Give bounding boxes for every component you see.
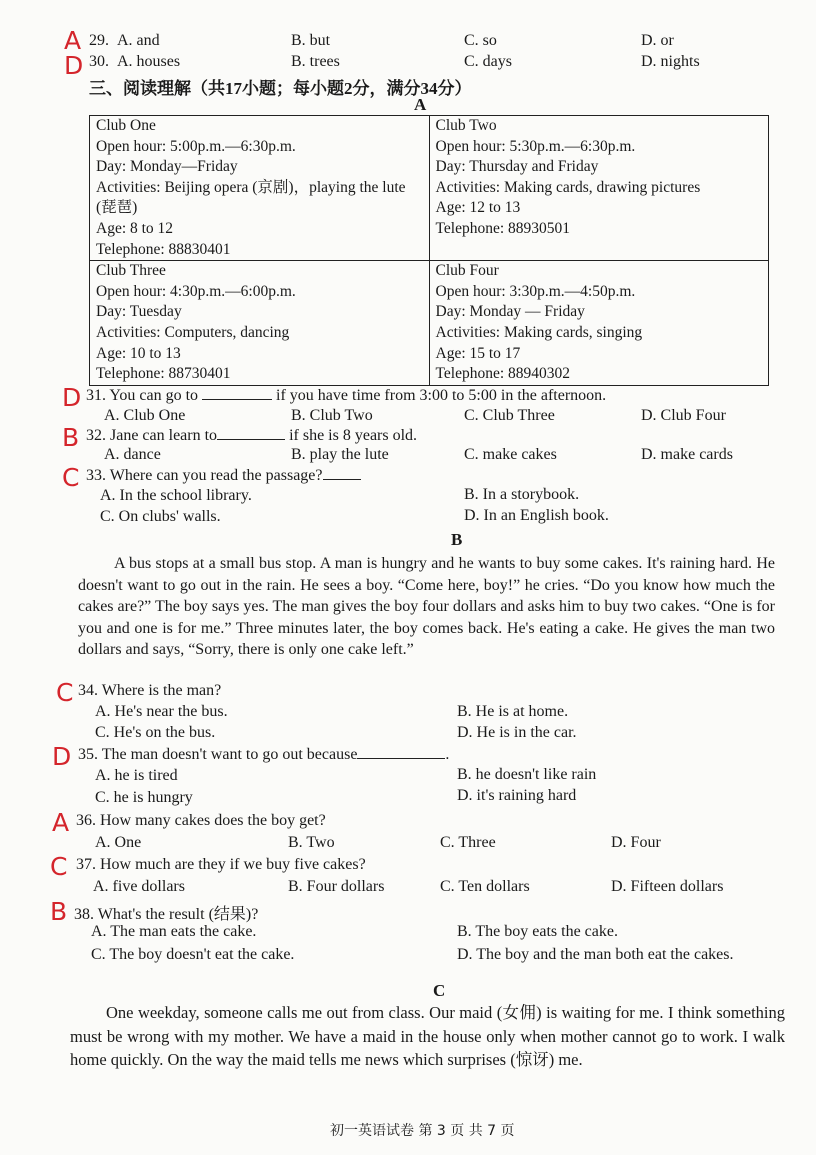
section-3-title: 三、阅读理解（共17小题；每小题2分，满分34分） bbox=[89, 79, 472, 98]
q33-option-c: C. On clubs' walls. bbox=[100, 508, 221, 525]
answer-mark-31: D bbox=[62, 383, 82, 412]
q32-option-c: C. make cakes bbox=[464, 446, 557, 463]
club-day: Day: Monday—Friday bbox=[96, 158, 238, 176]
club-hours: Open hour: 5:30p.m.—6:30p.m. bbox=[435, 137, 636, 155]
answer-blank bbox=[357, 746, 445, 759]
q30-option-d: D. nights bbox=[641, 53, 700, 70]
q34-option-a: A. He's near the bus. bbox=[95, 703, 228, 720]
club-hours: Open hour: 5:00p.m.—6:30p.m. bbox=[96, 137, 296, 155]
q29-option-d: D. or bbox=[641, 32, 674, 49]
club-three-cell bbox=[90, 261, 430, 386]
q32-option-b: B. play the lute bbox=[291, 446, 389, 463]
club-phone: Telephone: 88940302 bbox=[435, 365, 571, 383]
q37-option-c: C. Ten dollars bbox=[440, 878, 530, 895]
q37-option-a: A. five dollars bbox=[93, 878, 185, 895]
q33-option-a: A. In the school library. bbox=[100, 487, 252, 504]
q38-stem: 38. What's the result (结果)? bbox=[74, 906, 259, 923]
club-phone: Telephone: 88730401 bbox=[96, 365, 231, 383]
q32-option-a: A. dance bbox=[104, 446, 161, 463]
passage-b-label: B bbox=[451, 530, 463, 549]
passage-c-label: C bbox=[433, 981, 446, 1000]
q37-option-b: B. Four dollars bbox=[288, 878, 385, 895]
passage-c-text: One weekday, someone calls me out from class. Our maid (女佣) is waiting for me. I think something must be wrong with my mother. We have a maid in the house only when mother cannot go to work. I walk home quickly. On the way the maid tells me news which surprises (惊讶) me. bbox=[70, 1003, 785, 1069]
club-name: Club Two bbox=[435, 117, 497, 134]
q37-option-d: D. Fifteen dollars bbox=[611, 878, 724, 895]
club-name: Club Four bbox=[435, 262, 499, 280]
club-hours: Open hour: 3:30p.m.—4:50p.m. bbox=[435, 282, 636, 300]
q31-option-b: B. Club Two bbox=[291, 407, 373, 424]
q34-option-c: C. He's on the bus. bbox=[95, 724, 216, 741]
q30-number: 30. bbox=[89, 53, 109, 70]
club-day: Day: Monday — Friday bbox=[435, 303, 585, 321]
q35-stem: 35. The man doesn't want to go out because . bbox=[78, 746, 450, 763]
q38-option-b: B. The boy eats the cake. bbox=[457, 923, 618, 940]
q36-option-b: B. Two bbox=[288, 834, 335, 851]
answer-mark-32: B bbox=[62, 423, 80, 452]
q33-option-b: B. In a storybook. bbox=[464, 486, 580, 503]
page-footer: 初一英语试卷 第 3 页 共 7 页 bbox=[330, 1123, 515, 1139]
answer-blank bbox=[202, 387, 272, 400]
answer-mark-38: B bbox=[50, 897, 68, 926]
club-age: Age: 15 to 17 bbox=[435, 344, 521, 362]
q35-option-a: A. he is tired bbox=[95, 767, 178, 784]
q36-option-d: D. Four bbox=[611, 834, 661, 851]
club-hours: Open hour: 4:30p.m.—6:00p.m. bbox=[96, 282, 296, 300]
passage-b-text: A bus stops at a small bus stop. A man is hungry and he wants to buy some cakes. It's raining hard. He doesn't want to go out in the rain. He sees a boy. “Come here, boy!” he cries. “Do you know how much the cakes are?” The boy says yes. The man gives the boy four dollars and asks him to buy two cakes. “One is for you and one is for me.” Three minutes later, the boy comes back. He's eating a cake. He gives the man two dollars and says, “Sorry, there is only one cake left.” bbox=[78, 555, 775, 659]
club-day: Day: Tuesday bbox=[96, 303, 182, 321]
answer-mark-36: A bbox=[52, 808, 70, 837]
q38-option-a: A. The man eats the cake. bbox=[91, 923, 257, 940]
q35-option-d: D. it's raining hard bbox=[457, 787, 577, 804]
answer-mark-29: A bbox=[64, 26, 82, 55]
club-activities: Activities: Computers, dancing bbox=[96, 323, 290, 341]
q32-stem: 32. Jane can learn to if she is 8 years old. bbox=[86, 427, 418, 444]
answer-blank bbox=[217, 427, 285, 440]
club-name: Club One bbox=[96, 117, 156, 134]
club-phone: Telephone: 88930501 bbox=[435, 219, 571, 237]
club-age: Age: 12 to 13 bbox=[435, 199, 521, 217]
club-four-cell bbox=[429, 261, 769, 386]
q33-option-d: D. In an English book. bbox=[464, 507, 609, 524]
club-age: Age: 10 to 13 bbox=[96, 344, 181, 362]
q36-stem: 36. How many cakes does the boy get? bbox=[76, 812, 326, 829]
q31-option-d: D. Club Four bbox=[641, 407, 726, 424]
q31-option-a: A. Club One bbox=[104, 407, 186, 424]
q36-option-c: C. Three bbox=[440, 834, 496, 851]
q31-option-c: C. Club Three bbox=[464, 407, 555, 424]
q34-option-b: B. He is at home. bbox=[457, 703, 569, 720]
club-name: Club Three bbox=[96, 262, 166, 280]
answer-mark-33: C bbox=[62, 463, 80, 492]
answer-mark-34: C bbox=[56, 678, 74, 707]
answer-mark-30: D bbox=[64, 51, 84, 80]
q33-stem: 33. Where can you read the passage? bbox=[86, 467, 361, 485]
answer-mark-37: C bbox=[50, 852, 68, 881]
q31-stem: 31. You can go to if you have time from 3:00 to 5:00 in the afternoon. bbox=[86, 387, 607, 404]
club-activities: Activities: Making cards, singing bbox=[435, 323, 643, 341]
clubs-table bbox=[89, 115, 769, 386]
club-day: Day: Thursday and Friday bbox=[435, 158, 599, 176]
passage-a-label: A bbox=[414, 95, 427, 114]
q38-option-c: C. The boy doesn't eat the cake. bbox=[91, 946, 295, 963]
club-activities: Activities: Making cards, drawing pictures bbox=[435, 178, 701, 196]
q30-option-b: B. trees bbox=[291, 53, 340, 70]
q29-number: 29. bbox=[89, 32, 109, 49]
q29-option-c: C. so bbox=[464, 32, 497, 49]
q35-option-b: B. he doesn't like rain bbox=[457, 766, 597, 783]
q35-option-c: C. he is hungry bbox=[95, 789, 193, 806]
q34-option-d: D. He is in the car. bbox=[457, 724, 577, 741]
club-one-cell bbox=[90, 116, 430, 261]
club-age: Age: 8 to 12 bbox=[96, 219, 174, 237]
q38-option-d: D. The boy and the man both eat the cakes. bbox=[457, 946, 734, 963]
q30-option-a: A. houses bbox=[117, 53, 181, 70]
q30-option-c: C. days bbox=[464, 53, 512, 70]
q36-option-a: A. One bbox=[95, 834, 142, 851]
club-phone: Telephone: 88830401 bbox=[96, 240, 231, 258]
answer-mark-35: D bbox=[52, 742, 72, 771]
club-activities: Activities: Beijing opera (京剧)，playing the lute (琵琶) bbox=[96, 178, 406, 217]
q32-option-d: D. make cards bbox=[641, 446, 733, 463]
q29-option-b: B. but bbox=[291, 32, 331, 49]
q37-stem: 37. How much are they if we buy five cakes? bbox=[76, 856, 366, 873]
club-two-cell bbox=[429, 116, 769, 261]
answer-blank bbox=[323, 467, 361, 480]
q29-option-a: A. and bbox=[117, 32, 160, 49]
q34-stem: 34. Where is the man? bbox=[78, 682, 222, 699]
